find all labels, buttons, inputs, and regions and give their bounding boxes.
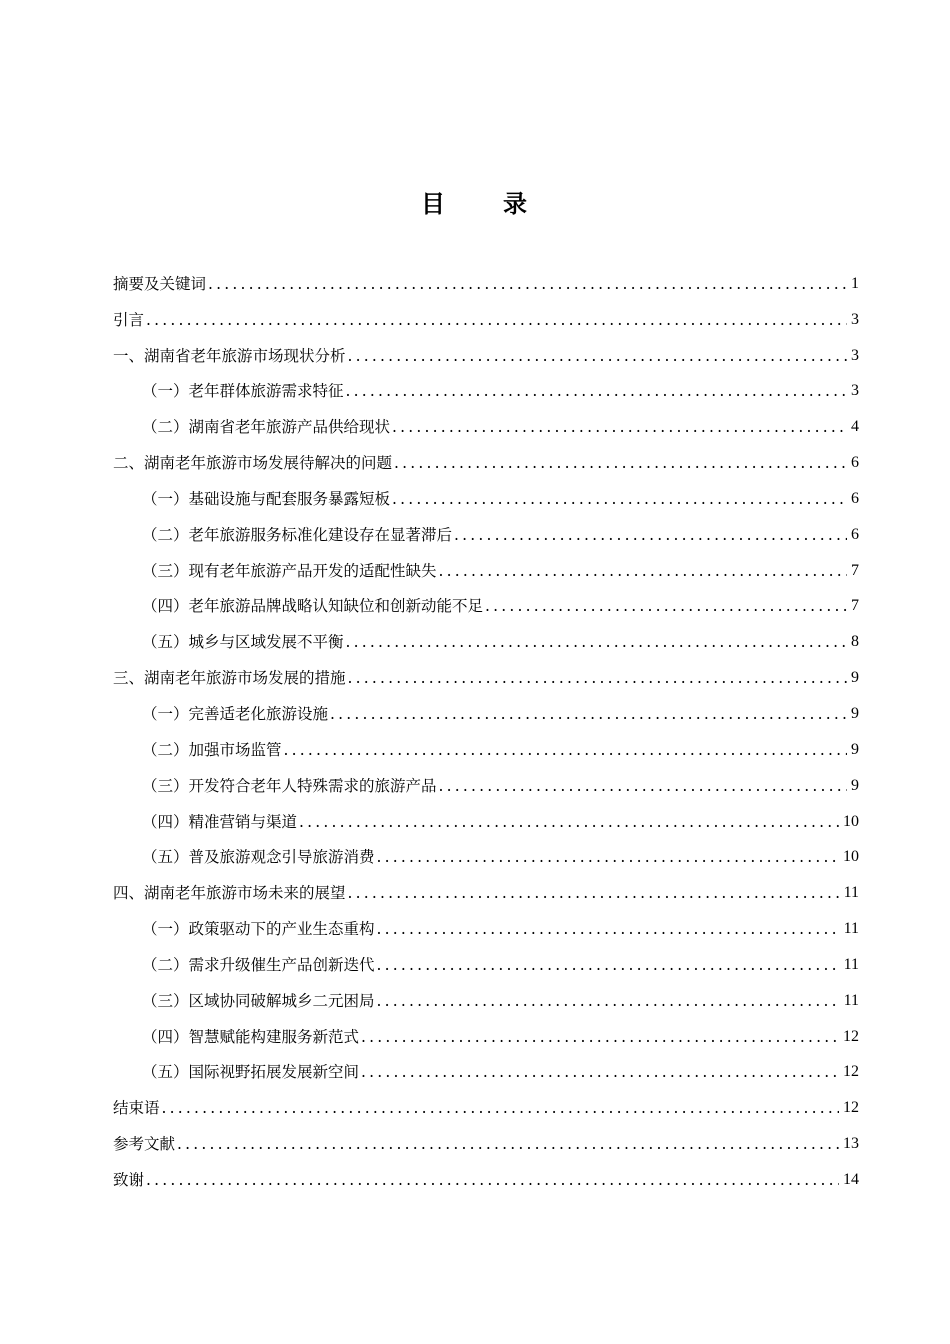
toc-entry-label: 致谢 bbox=[113, 1170, 145, 1189]
dot-leader bbox=[439, 561, 847, 581]
toc-entry[interactable] bbox=[113, 796, 859, 832]
dot-leader bbox=[361, 1027, 839, 1047]
title-char-1: 目 bbox=[421, 189, 447, 219]
toc-entry[interactable] bbox=[113, 1082, 859, 1118]
toc-entry-page-number: 9 bbox=[851, 740, 859, 758]
toc-entry-label: （二）需求升级催生产品创新迭代 bbox=[142, 955, 375, 974]
toc-entry-label: （五）城乡与区域发展不平衡 bbox=[142, 633, 344, 652]
toc-entry[interactable] bbox=[113, 724, 859, 760]
toc-entry[interactable] bbox=[113, 1154, 859, 1190]
toc-entry-page-number: 9 bbox=[851, 776, 859, 794]
toc-entry-page-number: 9 bbox=[851, 704, 859, 722]
toc-entry[interactable] bbox=[113, 903, 859, 939]
toc-entry[interactable] bbox=[113, 939, 859, 975]
toc-entry-label: （三）开发符合老年人特殊需求的旅游产品 bbox=[142, 776, 437, 795]
toc-entry[interactable] bbox=[113, 258, 859, 294]
toc-entry-label: 引言 bbox=[113, 310, 145, 329]
toc-entry[interactable] bbox=[113, 294, 859, 330]
toc-entry-page-number: 4 bbox=[851, 418, 859, 436]
dot-leader bbox=[392, 417, 847, 437]
dot-leader bbox=[361, 1062, 839, 1082]
dot-leader bbox=[348, 883, 840, 903]
toc-entry[interactable] bbox=[113, 652, 859, 688]
toc-entry-label: （一）完善适老化旅游设施 bbox=[142, 704, 329, 723]
dot-leader bbox=[348, 668, 847, 688]
toc-entry-page-number: 10 bbox=[843, 812, 859, 830]
toc-entry-page-number: 12 bbox=[843, 1027, 859, 1045]
page-title bbox=[0, 184, 950, 219]
toc-entry-label: 三、湖南老年旅游市场发展的措施 bbox=[113, 669, 346, 688]
toc-entry[interactable] bbox=[113, 616, 859, 652]
toc-entry-label: （三）现有老年旅游产品开发的适配性缺失 bbox=[142, 561, 437, 580]
toc-entry-page-number: 11 bbox=[843, 884, 859, 902]
toc-entry-label: （五）普及旅游观念引导旅游消费 bbox=[142, 848, 375, 867]
toc-entry-label: 结束语 bbox=[113, 1099, 160, 1118]
title-char-2: 录 bbox=[503, 189, 529, 219]
toc-entry[interactable] bbox=[113, 760, 859, 796]
toc-entry[interactable] bbox=[113, 867, 859, 903]
toc-entry-page-number: 3 bbox=[851, 346, 859, 364]
toc-entry-label: （五）国际视野拓展发展新空间 bbox=[142, 1063, 360, 1082]
dot-leader bbox=[377, 991, 840, 1011]
toc-entry-label: （二）加强市场监管 bbox=[142, 740, 282, 759]
dot-leader bbox=[377, 955, 840, 975]
dot-leader bbox=[439, 776, 847, 796]
toc-entry-page-number: 14 bbox=[843, 1170, 859, 1188]
toc-entry-page-number: 8 bbox=[851, 633, 859, 651]
toc-entry-page-number: 7 bbox=[851, 561, 859, 579]
toc-entry-page-number: 13 bbox=[843, 1135, 859, 1153]
dot-leader bbox=[346, 632, 847, 652]
toc-entry[interactable] bbox=[113, 437, 859, 473]
toc-entry[interactable] bbox=[113, 975, 859, 1011]
toc-entry[interactable] bbox=[113, 509, 859, 545]
toc-entry[interactable] bbox=[113, 1011, 859, 1047]
toc-entry-label: （四）老年旅游品牌战略认知缺位和创新动能不足 bbox=[142, 597, 484, 616]
dot-leader bbox=[377, 847, 839, 867]
toc-entry[interactable] bbox=[113, 330, 859, 366]
toc-entry[interactable] bbox=[113, 545, 859, 581]
toc-entry-label: （二）湖南省老年旅游产品供给现状 bbox=[142, 418, 391, 437]
dot-leader bbox=[348, 346, 847, 366]
toc-entry[interactable] bbox=[113, 1047, 859, 1083]
toc-entry-label: 二、湖南老年旅游市场发展待解决的问题 bbox=[113, 454, 393, 473]
dot-leader bbox=[146, 310, 847, 330]
dot-leader bbox=[392, 489, 847, 509]
toc-entry[interactable] bbox=[113, 581, 859, 617]
toc-entry-page-number: 6 bbox=[851, 454, 859, 472]
dot-leader bbox=[454, 525, 847, 545]
toc-entry-page-number: 12 bbox=[843, 1063, 859, 1081]
dot-leader bbox=[485, 596, 847, 616]
toc-entry-page-number: 9 bbox=[851, 669, 859, 687]
toc-entry-label: （二）老年旅游服务标准化建设存在显著滞后 bbox=[142, 525, 453, 544]
toc-entry[interactable] bbox=[113, 366, 859, 402]
toc-entry-page-number: 12 bbox=[843, 1099, 859, 1117]
dot-leader bbox=[299, 812, 839, 832]
dot-leader bbox=[377, 919, 840, 939]
table-of-contents bbox=[113, 258, 859, 1190]
toc-entry-page-number: 10 bbox=[843, 848, 859, 866]
toc-entry[interactable] bbox=[113, 1118, 859, 1154]
toc-entry-page-number: 3 bbox=[851, 382, 859, 400]
toc-entry-page-number: 11 bbox=[843, 920, 859, 938]
toc-entry-page-number: 11 bbox=[843, 955, 859, 973]
toc-entry-label: 参考文献 bbox=[113, 1135, 176, 1154]
toc-entry[interactable] bbox=[113, 473, 859, 509]
dot-leader bbox=[162, 1098, 839, 1118]
dot-leader bbox=[146, 1170, 839, 1190]
dot-leader bbox=[208, 274, 847, 294]
dot-leader bbox=[177, 1134, 839, 1154]
dot-leader bbox=[284, 740, 847, 760]
toc-entry[interactable] bbox=[113, 401, 859, 437]
toc-entry-label: （一）基础设施与配套服务暴露短板 bbox=[142, 489, 391, 508]
dot-leader bbox=[330, 704, 847, 724]
toc-entry-page-number: 6 bbox=[851, 525, 859, 543]
toc-entry[interactable] bbox=[113, 688, 859, 724]
toc-entry-label: 摘要及关键词 bbox=[113, 274, 207, 293]
toc-entry-label: 四、湖南老年旅游市场未来的展望 bbox=[113, 884, 346, 903]
toc-entry-page-number: 3 bbox=[851, 310, 859, 328]
toc-entry-page-number: 6 bbox=[851, 489, 859, 507]
toc-entry[interactable] bbox=[113, 832, 859, 868]
toc-entry-page-number: 7 bbox=[851, 597, 859, 615]
toc-entry-label: （一）政策驱动下的产业生态重构 bbox=[142, 920, 375, 939]
toc-entry-label: 一、湖南省老年旅游市场现状分析 bbox=[113, 346, 346, 365]
toc-entry-label: （四）智慧赋能构建服务新范式 bbox=[142, 1027, 360, 1046]
toc-entry-label: （一）老年群体旅游需求特征 bbox=[142, 382, 344, 401]
toc-entry-page-number: 11 bbox=[843, 991, 859, 1009]
toc-entry-page-number: 1 bbox=[851, 274, 859, 292]
dot-leader bbox=[346, 381, 847, 401]
toc-entry-label: （四）精准营销与渠道 bbox=[142, 812, 298, 831]
toc-entry-label: （三）区域协同破解城乡二元困局 bbox=[142, 991, 375, 1010]
dot-leader bbox=[394, 453, 847, 473]
